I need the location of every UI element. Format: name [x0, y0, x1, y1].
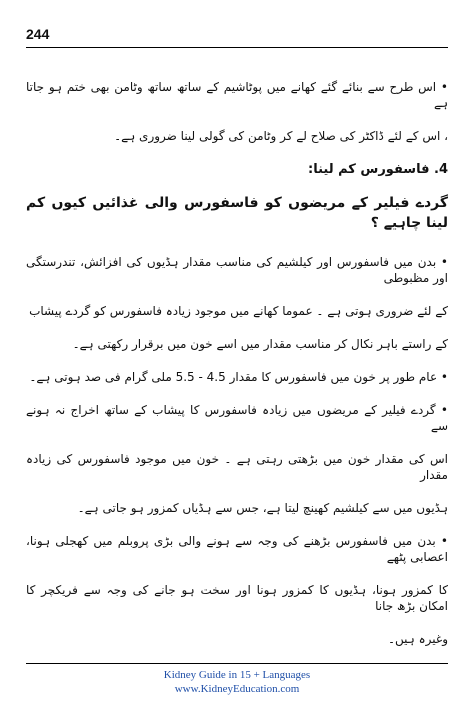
paragraph-line: • اس طرح سے بنائے گئے کھانے میں پوٹاشیم کے ساتھ ساتھ وٹامن بھی ختم ہو جاتا ہے — [26, 80, 448, 110]
paragraph-line: • بدن میں فاسفورس اور کیلشیم کی مناسب مقدار ہڈیوں کی افزائش، تندرستگی اور مظبوطی — [26, 255, 448, 285]
paragraph-line: • عام طور پر خون میں فاسفورس کا مقدار 4.5 - 5.5 ملی گرام فی صد ہوتی ہے۔ — [29, 370, 448, 384]
section-question: گردے فیلیر کے مریضوں کو فاسفورس والی غذائیں کیوں کم لینا چاہیے ؟ — [26, 195, 448, 231]
paragraph-line: • بدن میں فاسفورس بڑھنے کی وجہ سے ہونے والی بڑی پروبلم میں کھجلی ہونا، اعصابی پٹھے — [26, 534, 448, 564]
paragraph-line: کا کمزور ہونا، ہڈیوں کا کمزور ہونا اور سخت ہو جانے کی وجہ سے فریکچر کا امکان بڑھ جانا — [26, 583, 448, 613]
footer-rule — [26, 663, 448, 664]
paragraph-line: ہڈیوں میں سے کیلشیم کھینچ لیتا ہے، جس سے ہڈیاں کمزور ہو جاتی ہے۔ — [77, 501, 448, 515]
footer-title: Kidney Guide in 15 + Languages — [163, 669, 311, 681]
footer-website: www.KidneyEducation.com — [174, 683, 300, 695]
paragraph-line: • گردے فیلیر کے مریضوں میں زیادہ فاسفورس کا پیشاب کے ساتھ اخراج نہ ہونے سے — [26, 403, 448, 433]
footer — [0, 668, 474, 696]
section-heading: 4. فاسفورس کم لینا: — [308, 162, 448, 177]
page-body — [26, 60, 448, 651]
paragraph-line: ، اس کے لئے ڈاکٹر کی صلاح لے کر وٹامن کی گولی لینا ضروری ہے۔ — [114, 129, 448, 143]
paragraph-line: وغیرہ ہیں۔ — [388, 632, 448, 646]
header-rule — [26, 47, 448, 48]
paragraph-line: کے راستے باہر نکال کر مناسب مقدار میں اسے خون میں برقرار رکھتی ہے۔ — [72, 337, 448, 351]
page-number: 244 — [26, 26, 50, 42]
paragraph-line: کے لئے ضروری ہوتی ہے ۔ عموما کھانے میں موجود زیادہ فاسفورس کو گردے پیشاب — [29, 304, 448, 318]
paragraph-line: اس کی مقدار خون میں بڑھتی رہتی ہے ۔ خون میں موجود فاسفورس کی زیادہ مقدار — [26, 452, 448, 482]
